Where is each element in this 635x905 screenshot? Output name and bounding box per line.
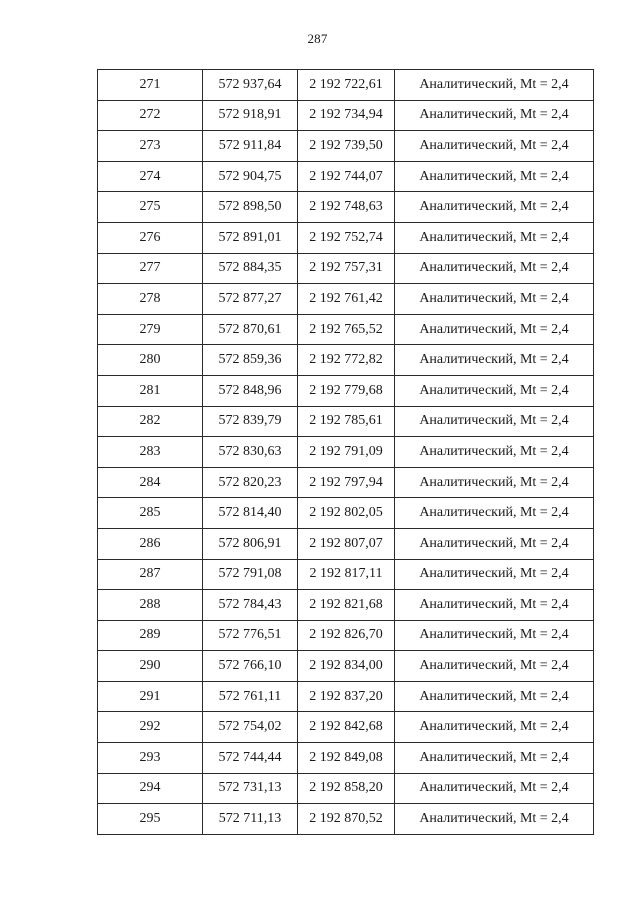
- y-coordinate-cell: 2 192 744,07: [298, 161, 395, 192]
- y-coordinate-cell: 2 192 734,94: [298, 100, 395, 131]
- point-number-cell: 294: [98, 773, 203, 804]
- x-coordinate-cell: 572 911,84: [203, 131, 298, 162]
- y-coordinate-cell: 2 192 739,50: [298, 131, 395, 162]
- table-row: [98, 131, 594, 162]
- x-coordinate-cell: 572 806,91: [203, 528, 298, 559]
- y-coordinate-cell: 2 192 807,07: [298, 528, 395, 559]
- method-cell: Аналитический, Mt = 2,4: [395, 345, 594, 376]
- x-coordinate-cell: 572 918,91: [203, 100, 298, 131]
- y-coordinate-cell: 2 192 797,94: [298, 467, 395, 498]
- y-coordinate-cell: 2 192 826,70: [298, 620, 395, 651]
- table-row: [98, 192, 594, 223]
- point-number-cell: 286: [98, 528, 203, 559]
- table-row: [98, 620, 594, 651]
- y-coordinate-cell: 2 192 834,00: [298, 651, 395, 682]
- table-row: [98, 773, 594, 804]
- y-coordinate-cell: 2 192 779,68: [298, 375, 395, 406]
- method-cell: Аналитический, Mt = 2,4: [395, 222, 594, 253]
- point-number-cell: 277: [98, 253, 203, 284]
- y-coordinate-cell: 2 192 757,31: [298, 253, 395, 284]
- point-number-cell: 287: [98, 559, 203, 590]
- method-cell: Аналитический, Mt = 2,4: [395, 406, 594, 437]
- y-coordinate-cell: 2 192 761,42: [298, 284, 395, 315]
- table-row: [98, 590, 594, 621]
- method-cell: Аналитический, Mt = 2,4: [395, 559, 594, 590]
- point-number-cell: 273: [98, 131, 203, 162]
- table-row: [98, 437, 594, 468]
- y-coordinate-cell: 2 192 765,52: [298, 314, 395, 345]
- method-cell: Аналитический, Mt = 2,4: [395, 743, 594, 774]
- method-cell: Аналитический, Mt = 2,4: [395, 100, 594, 131]
- page-number: 287: [307, 31, 328, 46]
- y-coordinate-cell: 2 192 870,52: [298, 804, 395, 835]
- coordinates-table-body: [98, 70, 594, 835]
- point-number-cell: 283: [98, 437, 203, 468]
- y-coordinate-cell: 2 192 802,05: [298, 498, 395, 529]
- y-coordinate-cell: 2 192 748,63: [298, 192, 395, 223]
- table-row: [98, 345, 594, 376]
- x-coordinate-cell: 572 784,43: [203, 590, 298, 621]
- x-coordinate-cell: 572 766,10: [203, 651, 298, 682]
- table-row: [98, 528, 594, 559]
- point-number-cell: 293: [98, 743, 203, 774]
- table-row: [98, 681, 594, 712]
- table-row: [98, 804, 594, 835]
- table-row: [98, 651, 594, 682]
- x-coordinate-cell: 572 711,13: [203, 804, 298, 835]
- table-row: [98, 375, 594, 406]
- coordinates-table: [97, 69, 594, 835]
- x-coordinate-cell: 572 898,50: [203, 192, 298, 223]
- x-coordinate-cell: 572 870,61: [203, 314, 298, 345]
- x-coordinate-cell: 572 859,36: [203, 345, 298, 376]
- x-coordinate-cell: 572 744,44: [203, 743, 298, 774]
- method-cell: Аналитический, Mt = 2,4: [395, 437, 594, 468]
- point-number-cell: 295: [98, 804, 203, 835]
- point-number-cell: 278: [98, 284, 203, 315]
- x-coordinate-cell: 572 731,13: [203, 773, 298, 804]
- x-coordinate-cell: 572 791,08: [203, 559, 298, 590]
- x-coordinate-cell: 572 891,01: [203, 222, 298, 253]
- method-cell: Аналитический, Mt = 2,4: [395, 528, 594, 559]
- table-row: [98, 284, 594, 315]
- point-number-cell: 275: [98, 192, 203, 223]
- point-number-cell: 291: [98, 681, 203, 712]
- x-coordinate-cell: 572 820,23: [203, 467, 298, 498]
- table-row: [98, 253, 594, 284]
- method-cell: Аналитический, Mt = 2,4: [395, 253, 594, 284]
- table-row: [98, 559, 594, 590]
- point-number-cell: 279: [98, 314, 203, 345]
- point-number-cell: 272: [98, 100, 203, 131]
- y-coordinate-cell: 2 192 791,09: [298, 437, 395, 468]
- table-row: [98, 498, 594, 529]
- y-coordinate-cell: 2 192 858,20: [298, 773, 395, 804]
- x-coordinate-cell: 572 754,02: [203, 712, 298, 743]
- point-number-cell: 288: [98, 590, 203, 621]
- method-cell: Аналитический, Mt = 2,4: [395, 375, 594, 406]
- method-cell: Аналитический, Mt = 2,4: [395, 467, 594, 498]
- method-cell: Аналитический, Mt = 2,4: [395, 284, 594, 315]
- y-coordinate-cell: 2 192 785,61: [298, 406, 395, 437]
- point-number-cell: 290: [98, 651, 203, 682]
- x-coordinate-cell: 572 904,75: [203, 161, 298, 192]
- x-coordinate-cell: 572 848,96: [203, 375, 298, 406]
- point-number-cell: 285: [98, 498, 203, 529]
- y-coordinate-cell: 2 192 837,20: [298, 681, 395, 712]
- y-coordinate-cell: 2 192 842,68: [298, 712, 395, 743]
- x-coordinate-cell: 572 839,79: [203, 406, 298, 437]
- table-row: [98, 314, 594, 345]
- method-cell: Аналитический, Mt = 2,4: [395, 620, 594, 651]
- table-row: [98, 743, 594, 774]
- method-cell: Аналитический, Mt = 2,4: [395, 651, 594, 682]
- method-cell: Аналитический, Mt = 2,4: [395, 314, 594, 345]
- method-cell: Аналитический, Mt = 2,4: [395, 161, 594, 192]
- method-cell: Аналитический, Mt = 2,4: [395, 681, 594, 712]
- method-cell: Аналитический, Mt = 2,4: [395, 70, 594, 101]
- table-row: [98, 467, 594, 498]
- table-row: [98, 161, 594, 192]
- point-number-cell: 292: [98, 712, 203, 743]
- x-coordinate-cell: 572 814,40: [203, 498, 298, 529]
- method-cell: Аналитический, Mt = 2,4: [395, 590, 594, 621]
- point-number-cell: 280: [98, 345, 203, 376]
- method-cell: Аналитический, Mt = 2,4: [395, 498, 594, 529]
- y-coordinate-cell: 2 192 722,61: [298, 70, 395, 101]
- x-coordinate-cell: 572 877,27: [203, 284, 298, 315]
- point-number-cell: 284: [98, 467, 203, 498]
- y-coordinate-cell: 2 192 817,11: [298, 559, 395, 590]
- point-number-cell: 281: [98, 375, 203, 406]
- method-cell: Аналитический, Mt = 2,4: [395, 804, 594, 835]
- point-number-cell: 282: [98, 406, 203, 437]
- point-number-cell: 276: [98, 222, 203, 253]
- point-number-cell: 289: [98, 620, 203, 651]
- x-coordinate-cell: 572 776,51: [203, 620, 298, 651]
- x-coordinate-cell: 572 937,64: [203, 70, 298, 101]
- table-row: [98, 100, 594, 131]
- method-cell: Аналитический, Mt = 2,4: [395, 712, 594, 743]
- x-coordinate-cell: 572 761,11: [203, 681, 298, 712]
- table-row: [98, 712, 594, 743]
- table-row: [98, 222, 594, 253]
- x-coordinate-cell: 572 884,35: [203, 253, 298, 284]
- y-coordinate-cell: 2 192 821,68: [298, 590, 395, 621]
- y-coordinate-cell: 2 192 772,82: [298, 345, 395, 376]
- table-row: [98, 406, 594, 437]
- y-coordinate-cell: 2 192 849,08: [298, 743, 395, 774]
- method-cell: Аналитический, Mt = 2,4: [395, 131, 594, 162]
- point-number-cell: 271: [98, 70, 203, 101]
- point-number-cell: 274: [98, 161, 203, 192]
- method-cell: Аналитический, Mt = 2,4: [395, 192, 594, 223]
- y-coordinate-cell: 2 192 752,74: [298, 222, 395, 253]
- table-row: [98, 70, 594, 101]
- x-coordinate-cell: 572 830,63: [203, 437, 298, 468]
- method-cell: Аналитический, Mt = 2,4: [395, 773, 594, 804]
